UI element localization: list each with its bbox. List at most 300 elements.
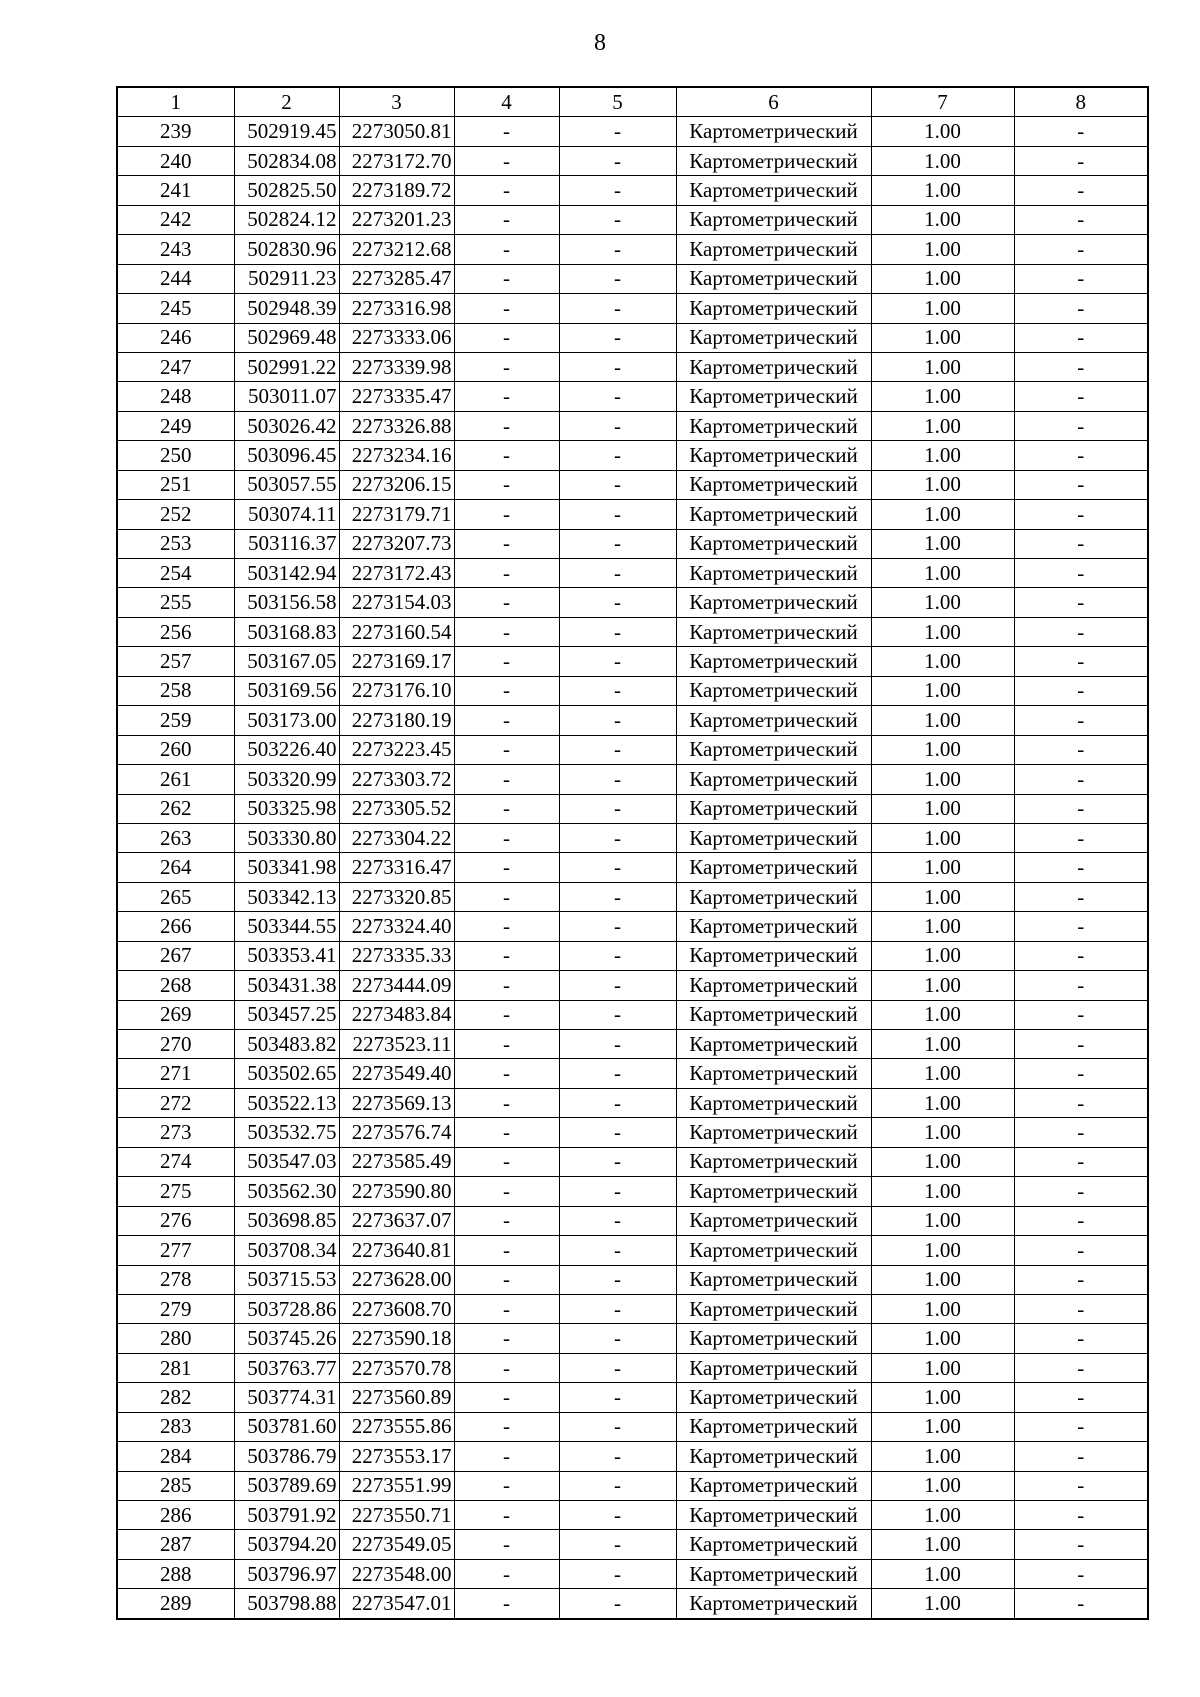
point-number-cell: 287 <box>117 1530 234 1559</box>
method-cell: Картометрический <box>676 588 871 617</box>
col8-cell: - <box>1014 1118 1148 1147</box>
table-row <box>117 1442 1148 1471</box>
column-header: 4 <box>454 87 559 117</box>
point-number-cell: 260 <box>117 735 234 764</box>
precision-cell: 1.00 <box>871 853 1014 882</box>
col8-cell: - <box>1014 853 1148 882</box>
col4-cell: - <box>454 1265 559 1294</box>
method-cell: Картометрический <box>676 205 871 234</box>
col5-cell: - <box>559 146 676 175</box>
table-row <box>117 765 1148 794</box>
precision-cell: 1.00 <box>871 529 1014 558</box>
col5-cell: - <box>559 559 676 588</box>
x-coordinate-cell: 503173.00 <box>234 706 339 735</box>
method-cell: Картометрический <box>676 676 871 705</box>
y-coordinate-cell: 2273555.86 <box>339 1412 454 1441</box>
x-coordinate-cell: 502834.08 <box>234 146 339 175</box>
col5-cell: - <box>559 882 676 911</box>
col4-cell: - <box>454 1236 559 1265</box>
table-row <box>117 176 1148 205</box>
precision-cell: 1.00 <box>871 1177 1014 1206</box>
col4-cell: - <box>454 205 559 234</box>
x-coordinate-cell: 503547.03 <box>234 1147 339 1176</box>
col8-cell: - <box>1014 352 1148 381</box>
col5-cell: - <box>559 647 676 676</box>
precision-cell: 1.00 <box>871 1324 1014 1353</box>
method-cell: Картометрический <box>676 1059 871 1088</box>
x-coordinate-cell: 503791.92 <box>234 1501 339 1530</box>
point-number-cell: 277 <box>117 1236 234 1265</box>
method-cell: Картометрический <box>676 470 871 499</box>
y-coordinate-cell: 2273590.18 <box>339 1324 454 1353</box>
col4-cell: - <box>454 1442 559 1471</box>
point-number-cell: 269 <box>117 1000 234 1029</box>
method-cell: Картометрический <box>676 765 871 794</box>
col4-cell: - <box>454 1206 559 1235</box>
precision-cell: 1.00 <box>871 1353 1014 1382</box>
point-number-cell: 272 <box>117 1088 234 1117</box>
method-cell: Картометрический <box>676 1177 871 1206</box>
x-coordinate-cell: 502991.22 <box>234 352 339 381</box>
col8-cell: - <box>1014 1294 1148 1323</box>
y-coordinate-cell: 2273169.17 <box>339 647 454 676</box>
col5-cell: - <box>559 500 676 529</box>
x-coordinate-cell: 503342.13 <box>234 882 339 911</box>
point-number-cell: 248 <box>117 382 234 411</box>
col4-cell: - <box>454 676 559 705</box>
point-number-cell: 279 <box>117 1294 234 1323</box>
method-cell: Картометрический <box>676 1471 871 1500</box>
col8-cell: - <box>1014 176 1148 205</box>
precision-cell: 1.00 <box>871 971 1014 1000</box>
precision-cell: 1.00 <box>871 617 1014 646</box>
col4-cell: - <box>454 765 559 794</box>
col4-cell: - <box>454 176 559 205</box>
x-coordinate-cell: 503057.55 <box>234 470 339 499</box>
column-header: 8 <box>1014 87 1148 117</box>
method-cell: Картометрический <box>676 1324 871 1353</box>
col8-cell: - <box>1014 1412 1148 1441</box>
x-coordinate-cell: 502830.96 <box>234 235 339 264</box>
y-coordinate-cell: 2273172.43 <box>339 559 454 588</box>
col5-cell: - <box>559 676 676 705</box>
point-number-cell: 249 <box>117 411 234 440</box>
x-coordinate-cell: 502948.39 <box>234 294 339 323</box>
y-coordinate-cell: 2273223.45 <box>339 735 454 764</box>
method-cell: Картометрический <box>676 294 871 323</box>
point-number-cell: 288 <box>117 1559 234 1588</box>
precision-cell: 1.00 <box>871 441 1014 470</box>
col4-cell: - <box>454 706 559 735</box>
y-coordinate-cell: 2273640.81 <box>339 1236 454 1265</box>
method-cell: Картометрический <box>676 117 871 146</box>
method-cell: Картометрический <box>676 1088 871 1117</box>
col8-cell: - <box>1014 1236 1148 1265</box>
col5-cell: - <box>559 470 676 499</box>
y-coordinate-cell: 2273172.70 <box>339 146 454 175</box>
y-coordinate-cell: 2273585.49 <box>339 1147 454 1176</box>
method-cell: Картометрический <box>676 559 871 588</box>
col4-cell: - <box>454 647 559 676</box>
table-row <box>117 676 1148 705</box>
col8-cell: - <box>1014 706 1148 735</box>
col8-cell: - <box>1014 529 1148 558</box>
method-cell: Картометрический <box>676 617 871 646</box>
y-coordinate-cell: 2273326.88 <box>339 411 454 440</box>
col8-cell: - <box>1014 912 1148 941</box>
table-row <box>117 117 1148 146</box>
precision-cell: 1.00 <box>871 470 1014 499</box>
x-coordinate-cell: 503169.56 <box>234 676 339 705</box>
method-cell: Картометрический <box>676 706 871 735</box>
precision-cell: 1.00 <box>871 117 1014 146</box>
table-row <box>117 1000 1148 1029</box>
point-number-cell: 270 <box>117 1030 234 1059</box>
table-row <box>117 1353 1148 1382</box>
precision-cell: 1.00 <box>871 323 1014 352</box>
col4-cell: - <box>454 441 559 470</box>
y-coordinate-cell: 2273550.71 <box>339 1501 454 1530</box>
x-coordinate-cell: 502969.48 <box>234 323 339 352</box>
col8-cell: - <box>1014 117 1148 146</box>
col8-cell: - <box>1014 1265 1148 1294</box>
col8-cell: - <box>1014 735 1148 764</box>
col5-cell: - <box>559 1236 676 1265</box>
col5-cell: - <box>559 941 676 970</box>
col8-cell: - <box>1014 1324 1148 1353</box>
point-number-cell: 242 <box>117 205 234 234</box>
precision-cell: 1.00 <box>871 1059 1014 1088</box>
y-coordinate-cell: 2273160.54 <box>339 617 454 646</box>
table-row <box>117 235 1148 264</box>
col8-cell: - <box>1014 1559 1148 1588</box>
method-cell: Картометрический <box>676 647 871 676</box>
x-coordinate-cell: 503715.53 <box>234 1265 339 1294</box>
point-number-cell: 274 <box>117 1147 234 1176</box>
x-coordinate-cell: 503226.40 <box>234 735 339 764</box>
precision-cell: 1.00 <box>871 882 1014 911</box>
x-coordinate-cell: 503026.42 <box>234 411 339 440</box>
x-coordinate-cell: 503116.37 <box>234 529 339 558</box>
col4-cell: - <box>454 1559 559 1588</box>
table-row <box>117 146 1148 175</box>
col8-cell: - <box>1014 441 1148 470</box>
x-coordinate-cell: 503786.79 <box>234 1442 339 1471</box>
col8-cell: - <box>1014 146 1148 175</box>
col5-cell: - <box>559 706 676 735</box>
col5-cell: - <box>559 1559 676 1588</box>
col4-cell: - <box>454 235 559 264</box>
y-coordinate-cell: 2273316.98 <box>339 294 454 323</box>
point-number-cell: 250 <box>117 441 234 470</box>
col5-cell: - <box>559 1471 676 1500</box>
method-cell: Картометрический <box>676 382 871 411</box>
y-coordinate-cell: 2273234.16 <box>339 441 454 470</box>
y-coordinate-cell: 2273179.71 <box>339 500 454 529</box>
col4-cell: - <box>454 1589 559 1619</box>
y-coordinate-cell: 2273335.33 <box>339 941 454 970</box>
table-row <box>117 941 1148 970</box>
col8-cell: - <box>1014 1030 1148 1059</box>
point-number-cell: 281 <box>117 1353 234 1382</box>
precision-cell: 1.00 <box>871 382 1014 411</box>
method-cell: Картометрический <box>676 1501 871 1530</box>
col8-cell: - <box>1014 1501 1148 1530</box>
precision-cell: 1.00 <box>871 1206 1014 1235</box>
column-header: 6 <box>676 87 871 117</box>
point-number-cell: 266 <box>117 912 234 941</box>
col4-cell: - <box>454 1383 559 1412</box>
col4-cell: - <box>454 823 559 852</box>
table-row <box>117 617 1148 646</box>
col5-cell: - <box>559 1353 676 1382</box>
method-cell: Картометрический <box>676 411 871 440</box>
table-row <box>117 1030 1148 1059</box>
column-header: 2 <box>234 87 339 117</box>
col4-cell: - <box>454 735 559 764</box>
y-coordinate-cell: 2273305.52 <box>339 794 454 823</box>
col5-cell: - <box>559 1000 676 1029</box>
table-row <box>117 1059 1148 1088</box>
point-number-cell: 256 <box>117 617 234 646</box>
precision-cell: 1.00 <box>871 205 1014 234</box>
y-coordinate-cell: 2273335.47 <box>339 382 454 411</box>
method-cell: Картометрический <box>676 823 871 852</box>
col4-cell: - <box>454 1294 559 1323</box>
x-coordinate-cell: 503789.69 <box>234 1471 339 1500</box>
precision-cell: 1.00 <box>871 1294 1014 1323</box>
col5-cell: - <box>559 352 676 381</box>
point-number-cell: 262 <box>117 794 234 823</box>
point-number-cell: 254 <box>117 559 234 588</box>
precision-cell: 1.00 <box>871 588 1014 617</box>
col4-cell: - <box>454 794 559 823</box>
col8-cell: - <box>1014 617 1148 646</box>
x-coordinate-cell: 503502.65 <box>234 1059 339 1088</box>
method-cell: Картометрический <box>676 1030 871 1059</box>
y-coordinate-cell: 2273553.17 <box>339 1442 454 1471</box>
point-number-cell: 253 <box>117 529 234 558</box>
table-row <box>117 794 1148 823</box>
col4-cell: - <box>454 617 559 646</box>
precision-cell: 1.00 <box>871 559 1014 588</box>
table-row <box>117 823 1148 852</box>
point-number-cell: 245 <box>117 294 234 323</box>
point-number-cell: 244 <box>117 264 234 293</box>
method-cell: Картометрический <box>676 1559 871 1588</box>
column-header: 5 <box>559 87 676 117</box>
col4-cell: - <box>454 264 559 293</box>
method-cell: Картометрический <box>676 176 871 205</box>
col4-cell: - <box>454 117 559 146</box>
precision-cell: 1.00 <box>871 176 1014 205</box>
point-number-cell: 284 <box>117 1442 234 1471</box>
point-number-cell: 239 <box>117 117 234 146</box>
col5-cell: - <box>559 1177 676 1206</box>
col5-cell: - <box>559 1324 676 1353</box>
point-number-cell: 246 <box>117 323 234 352</box>
point-number-cell: 261 <box>117 765 234 794</box>
col5-cell: - <box>559 1294 676 1323</box>
col4-cell: - <box>454 1471 559 1500</box>
precision-cell: 1.00 <box>871 1147 1014 1176</box>
y-coordinate-cell: 2273303.72 <box>339 765 454 794</box>
table-row <box>117 912 1148 941</box>
col8-cell: - <box>1014 264 1148 293</box>
table-row <box>117 647 1148 676</box>
y-coordinate-cell: 2273180.19 <box>339 706 454 735</box>
precision-cell: 1.00 <box>871 706 1014 735</box>
table-row <box>117 411 1148 440</box>
method-cell: Картометрический <box>676 1294 871 1323</box>
col5-cell: - <box>559 264 676 293</box>
table-row <box>117 470 1148 499</box>
precision-cell: 1.00 <box>871 1236 1014 1265</box>
col8-cell: - <box>1014 1088 1148 1117</box>
col4-cell: - <box>454 1030 559 1059</box>
x-coordinate-cell: 502825.50 <box>234 176 339 205</box>
x-coordinate-cell: 503167.05 <box>234 647 339 676</box>
col8-cell: - <box>1014 500 1148 529</box>
col5-cell: - <box>559 1147 676 1176</box>
method-cell: Картометрический <box>676 1589 871 1619</box>
y-coordinate-cell: 2273570.78 <box>339 1353 454 1382</box>
precision-cell: 1.00 <box>871 1265 1014 1294</box>
point-number-cell: 271 <box>117 1059 234 1088</box>
x-coordinate-cell: 502824.12 <box>234 205 339 234</box>
x-coordinate-cell: 503798.88 <box>234 1589 339 1619</box>
coordinates-table <box>116 86 1149 1620</box>
col5-cell: - <box>559 1383 676 1412</box>
point-number-cell: 257 <box>117 647 234 676</box>
point-number-cell: 241 <box>117 176 234 205</box>
col5-cell: - <box>559 617 676 646</box>
col5-cell: - <box>559 1412 676 1441</box>
precision-cell: 1.00 <box>871 1530 1014 1559</box>
col5-cell: - <box>559 294 676 323</box>
method-cell: Картометрический <box>676 1118 871 1147</box>
col4-cell: - <box>454 1000 559 1029</box>
precision-cell: 1.00 <box>871 1030 1014 1059</box>
col4-cell: - <box>454 971 559 1000</box>
y-coordinate-cell: 2273207.73 <box>339 529 454 558</box>
col8-cell: - <box>1014 882 1148 911</box>
x-coordinate-cell: 503096.45 <box>234 441 339 470</box>
precision-cell: 1.00 <box>871 500 1014 529</box>
point-number-cell: 264 <box>117 853 234 882</box>
table-row <box>117 500 1148 529</box>
y-coordinate-cell: 2273590.80 <box>339 1177 454 1206</box>
col5-cell: - <box>559 588 676 617</box>
table-header-row <box>117 87 1148 117</box>
table-row <box>117 853 1148 882</box>
y-coordinate-cell: 2273324.40 <box>339 912 454 941</box>
method-cell: Картометрический <box>676 441 871 470</box>
y-coordinate-cell: 2273201.23 <box>339 205 454 234</box>
col8-cell: - <box>1014 205 1148 234</box>
x-coordinate-cell: 502911.23 <box>234 264 339 293</box>
y-coordinate-cell: 2273608.70 <box>339 1294 454 1323</box>
col5-cell: - <box>559 912 676 941</box>
col4-cell: - <box>454 941 559 970</box>
point-number-cell: 289 <box>117 1589 234 1619</box>
col4-cell: - <box>454 588 559 617</box>
col5-cell: - <box>559 441 676 470</box>
precision-cell: 1.00 <box>871 411 1014 440</box>
y-coordinate-cell: 2273547.01 <box>339 1589 454 1619</box>
col8-cell: - <box>1014 1383 1148 1412</box>
method-cell: Картометрический <box>676 529 871 558</box>
method-cell: Картометрический <box>676 1383 871 1412</box>
col8-cell: - <box>1014 559 1148 588</box>
table-row <box>117 1383 1148 1412</box>
table-row <box>117 382 1148 411</box>
table-row <box>117 323 1148 352</box>
y-coordinate-cell: 2273212.68 <box>339 235 454 264</box>
col5-cell: - <box>559 971 676 1000</box>
col4-cell: - <box>454 1412 559 1441</box>
col8-cell: - <box>1014 235 1148 264</box>
y-coordinate-cell: 2273285.47 <box>339 264 454 293</box>
table-row <box>117 1530 1148 1559</box>
method-cell: Картометрический <box>676 1000 871 1029</box>
col5-cell: - <box>559 117 676 146</box>
method-cell: Картометрический <box>676 146 871 175</box>
col5-cell: - <box>559 323 676 352</box>
table-body <box>117 117 1148 1619</box>
table-row <box>117 1471 1148 1500</box>
table-row <box>117 294 1148 323</box>
method-cell: Картометрический <box>676 1530 871 1559</box>
method-cell: Картометрический <box>676 853 871 882</box>
method-cell: Картометрический <box>676 1265 871 1294</box>
y-coordinate-cell: 2273176.10 <box>339 676 454 705</box>
col8-cell: - <box>1014 765 1148 794</box>
table-row <box>117 706 1148 735</box>
method-cell: Картометрический <box>676 323 871 352</box>
y-coordinate-cell: 2273576.74 <box>339 1118 454 1147</box>
col5-cell: - <box>559 794 676 823</box>
col8-cell: - <box>1014 823 1148 852</box>
precision-cell: 1.00 <box>871 264 1014 293</box>
col5-cell: - <box>559 1589 676 1619</box>
x-coordinate-cell: 503794.20 <box>234 1530 339 1559</box>
y-coordinate-cell: 2273050.81 <box>339 117 454 146</box>
table-row <box>117 1177 1148 1206</box>
point-number-cell: 276 <box>117 1206 234 1235</box>
col8-cell: - <box>1014 1471 1148 1500</box>
col5-cell: - <box>559 382 676 411</box>
col8-cell: - <box>1014 1000 1148 1029</box>
col5-cell: - <box>559 1118 676 1147</box>
table-row <box>117 352 1148 381</box>
col4-cell: - <box>454 1059 559 1088</box>
method-cell: Картометрический <box>676 912 871 941</box>
table-row <box>117 1236 1148 1265</box>
x-coordinate-cell: 503698.85 <box>234 1206 339 1235</box>
x-coordinate-cell: 503344.55 <box>234 912 339 941</box>
x-coordinate-cell: 503763.77 <box>234 1353 339 1382</box>
y-coordinate-cell: 2273189.72 <box>339 176 454 205</box>
precision-cell: 1.00 <box>871 794 1014 823</box>
x-coordinate-cell: 503325.98 <box>234 794 339 823</box>
column-header: 3 <box>339 87 454 117</box>
point-number-cell: 243 <box>117 235 234 264</box>
col5-cell: - <box>559 1059 676 1088</box>
x-coordinate-cell: 503457.25 <box>234 1000 339 1029</box>
y-coordinate-cell: 2273316.47 <box>339 853 454 882</box>
column-header: 7 <box>871 87 1014 117</box>
